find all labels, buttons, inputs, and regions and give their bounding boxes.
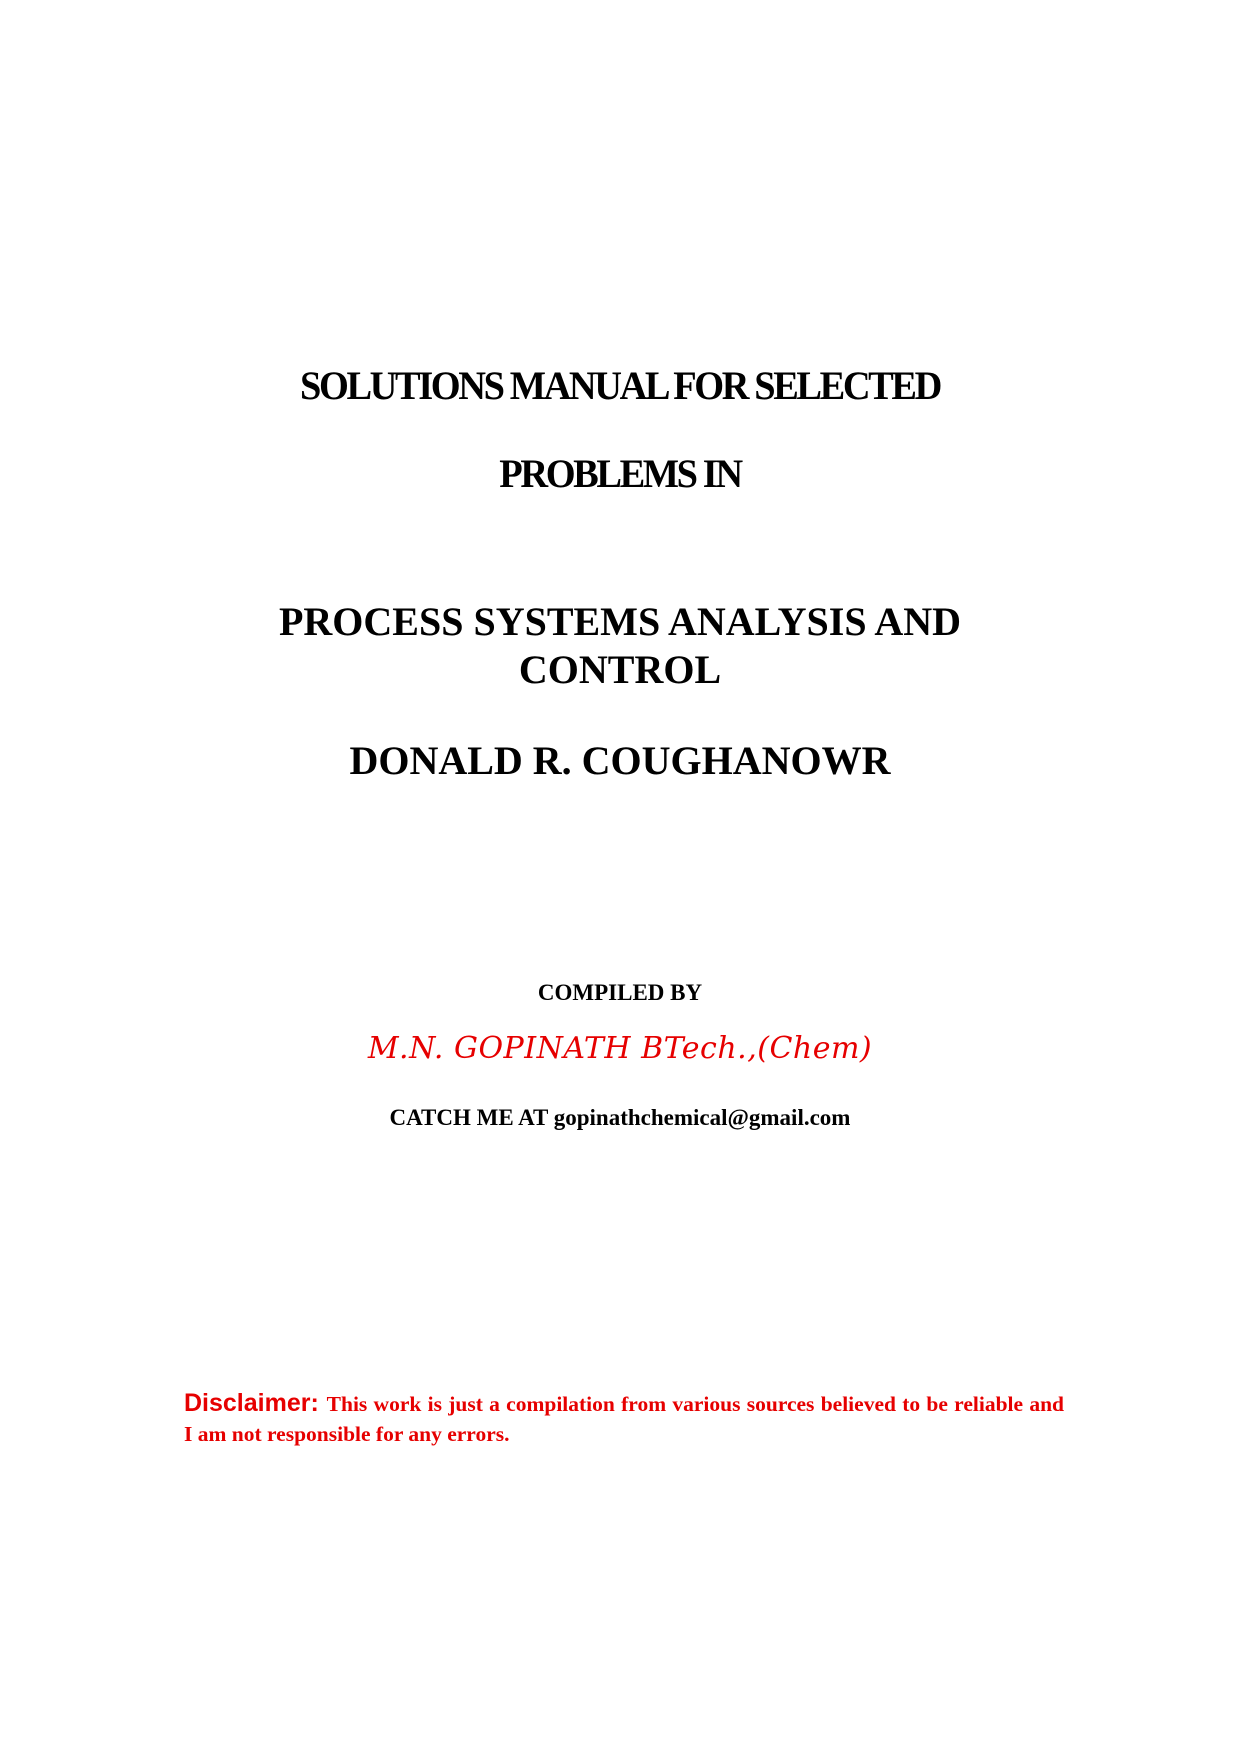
book-author: DONALD R. COUGHANOWR [349,738,891,783]
compiled-by-label: COMPILED BY [537,980,703,1005]
book-title-line-1: PROCESS SYSTEMS ANALYSIS AND [278,599,962,644]
disclaimer-text: This work is just a compilation from various sources believed to be reliable and I am not responsible for any errors. [184,1392,1064,1446]
compiler-name: M.N. GOPINATH BTech.,(Chem) [367,1031,873,1066]
contact-line: CATCH ME AT gopinathchemical@gmail.com [389,1105,851,1130]
manual-heading-line-1: SOLUTIONS MANUAL FOR SELECTED [300,363,940,408]
book-title-line-2: CONTROL [518,647,722,692]
disclaimer [184,1388,1064,1449]
manual-heading-line-2: PROBLEMS IN [499,451,741,496]
disclaimer-label: Disclaimer: [184,1389,327,1417]
